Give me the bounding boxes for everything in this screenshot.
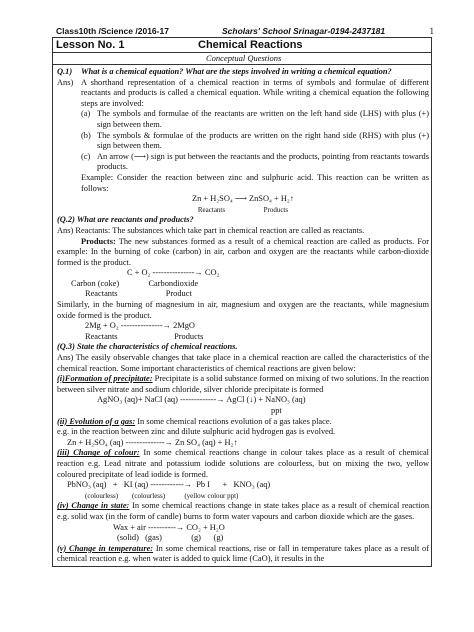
school-name: Scholars' School Srinagar-0194-2437181 bbox=[222, 26, 386, 36]
q3-item-v: (v) Change in temperature: In some chemical reactions, rise or fall in temperature takes place as a result of chemical reaction e.g. when water is added to quick lime (CaO), it results in the bbox=[57, 543, 430, 564]
q1-step-c: (c) An arrow (⟶) sign is put between the reactants and the products, pointing from reactants towards products. bbox=[81, 151, 429, 172]
q2-equation-1-labels: Reactants Product bbox=[85, 289, 192, 299]
q2-products: Products: The new substances formed as a result of a chemical reaction are called as products. For example: In the burning of coke (carbon) in air, carbon and oxygen are the reactants while carbon-dioxide formed is the product. bbox=[57, 236, 429, 267]
q3-item-ii: (ii) Evolution of a gas: In some chemical reactions evolution of a gas takes place. bbox=[57, 416, 332, 426]
q2-similarly: Similarly, in the burning of magnesium in air, magnesium and oxygen are the reactants, while magnesium oxide formed is the product. bbox=[57, 300, 429, 320]
divider bbox=[52, 64, 432, 65]
q3-item-i-equation: AgNO₃ (aq)+ NaCl (aq) -------------→ AgCl (↓) + NaNO₃ (aq) bbox=[97, 395, 306, 405]
class-label: Class10th /Science /2016-17 bbox=[56, 26, 169, 36]
q2-equation-2-labels: Reactants Products bbox=[85, 331, 204, 341]
q2-equation-1: C + O₂ ---------------→ CO₂ bbox=[127, 268, 220, 278]
q3-item-iii-names: (colourless) (colourless) (yellow colour ppt) bbox=[85, 491, 239, 500]
q1-answer: Ans) A shorthand representation of a chemical reaction in terms of symbols and formulae of different reactants and products is called a chemical equation. While writing a chemical equation the following steps are involved: bbox=[57, 77, 429, 108]
q1-equation-labels: Reactants Products bbox=[197, 205, 289, 214]
lesson-number: Lesson No. 1 bbox=[56, 39, 125, 51]
q1-example: Example: Consider the reaction between zinc and sulphuric acid. This reaction can be written as follows: bbox=[81, 172, 429, 193]
document-body bbox=[57, 67, 429, 565]
q2-equation-2: 2Mg + O₂ ---------------→ 2MgO bbox=[85, 321, 195, 331]
q2-question: (Q.2) What are reactants and products? bbox=[57, 215, 194, 225]
q3-item-iv-states: (solid) (gas) (g) (g) bbox=[117, 533, 224, 543]
q3-answer: Ans) The easily observable changes that take place in a chemical reaction are called the characteristics of the chemical reaction. Some important characteristics of chemical reactions are given below: bbox=[57, 353, 429, 373]
q3-item-iv: (iv) Change in state: In some chemical reactions change in state takes place as a result of chemical reaction e.g. solid wax (in the form of candle) burns to form water vapours and carbon dioxide which are the gases. bbox=[57, 501, 430, 521]
q3-item-iii-equation: PbNO₃ (aq) + KI (aq) ------------→ Pb I + KNO₃ (aq) bbox=[67, 480, 271, 490]
q3-item-iv-equation: Wax + air ----------→ CO₂ + H₂O bbox=[113, 522, 225, 532]
q3-item-iii: (iii) Change of colour: In some chemical reactions change in colour takes place as a result of chemical reaction e.g. Lead nitrate and potassium iodide solutions are colourless, but on mixing the two, yellow coloured precipitate of lead iodide is formed. bbox=[57, 448, 430, 479]
q3-item-ii-equation: Zn + H₂SO₄ (aq) --------------→ Zn SO₄ (aq) + H₂↑ bbox=[67, 437, 238, 447]
lesson-title: Chemical Reactions bbox=[198, 39, 303, 51]
q1-step-a: (a) The symbols and formulae of the reactants are written on the left hand side (LHS) with plus (+) sign between them. bbox=[81, 109, 429, 129]
q2-equation-1-names: Carbon (coke) Carbondioxide bbox=[71, 278, 199, 288]
q3-item-i-ppt: ppt bbox=[271, 406, 282, 415]
page-number: 1 bbox=[429, 26, 434, 36]
q3-item-i: (i)Formation of precipitate: Precipitate is a solid substance formed on mixing of two solutions. In the reaction between silver nitrate and sodium chloride, silver chloride precipitate is formed bbox=[57, 374, 429, 394]
q1-step-b: (b) The symbols & formulae of the products are written on the right hand side (RHS) with plus (+) sign between them. bbox=[81, 130, 429, 151]
q1-equation: Zn + H₂SO₄ ⟶ ZnSO₄ + H₂↑ bbox=[192, 194, 294, 204]
q1-question: Q.1) What is a chemical equation? What are the steps involved in writing a chemical equation? bbox=[57, 67, 392, 76]
q3-item-ii-example: e.g. in the reaction between zinc and dilute sulphuric acid hydrogen gas is evolved. bbox=[57, 427, 336, 437]
lesson-subtitle: Conceptual Questions bbox=[206, 53, 282, 63]
q2-reactants: Ans) Reactants: The substances which take part in chemical reaction are called as reactants. bbox=[57, 225, 365, 235]
q3-question: (Q.3) State the characteristics of chemical reactions. bbox=[57, 342, 238, 352]
